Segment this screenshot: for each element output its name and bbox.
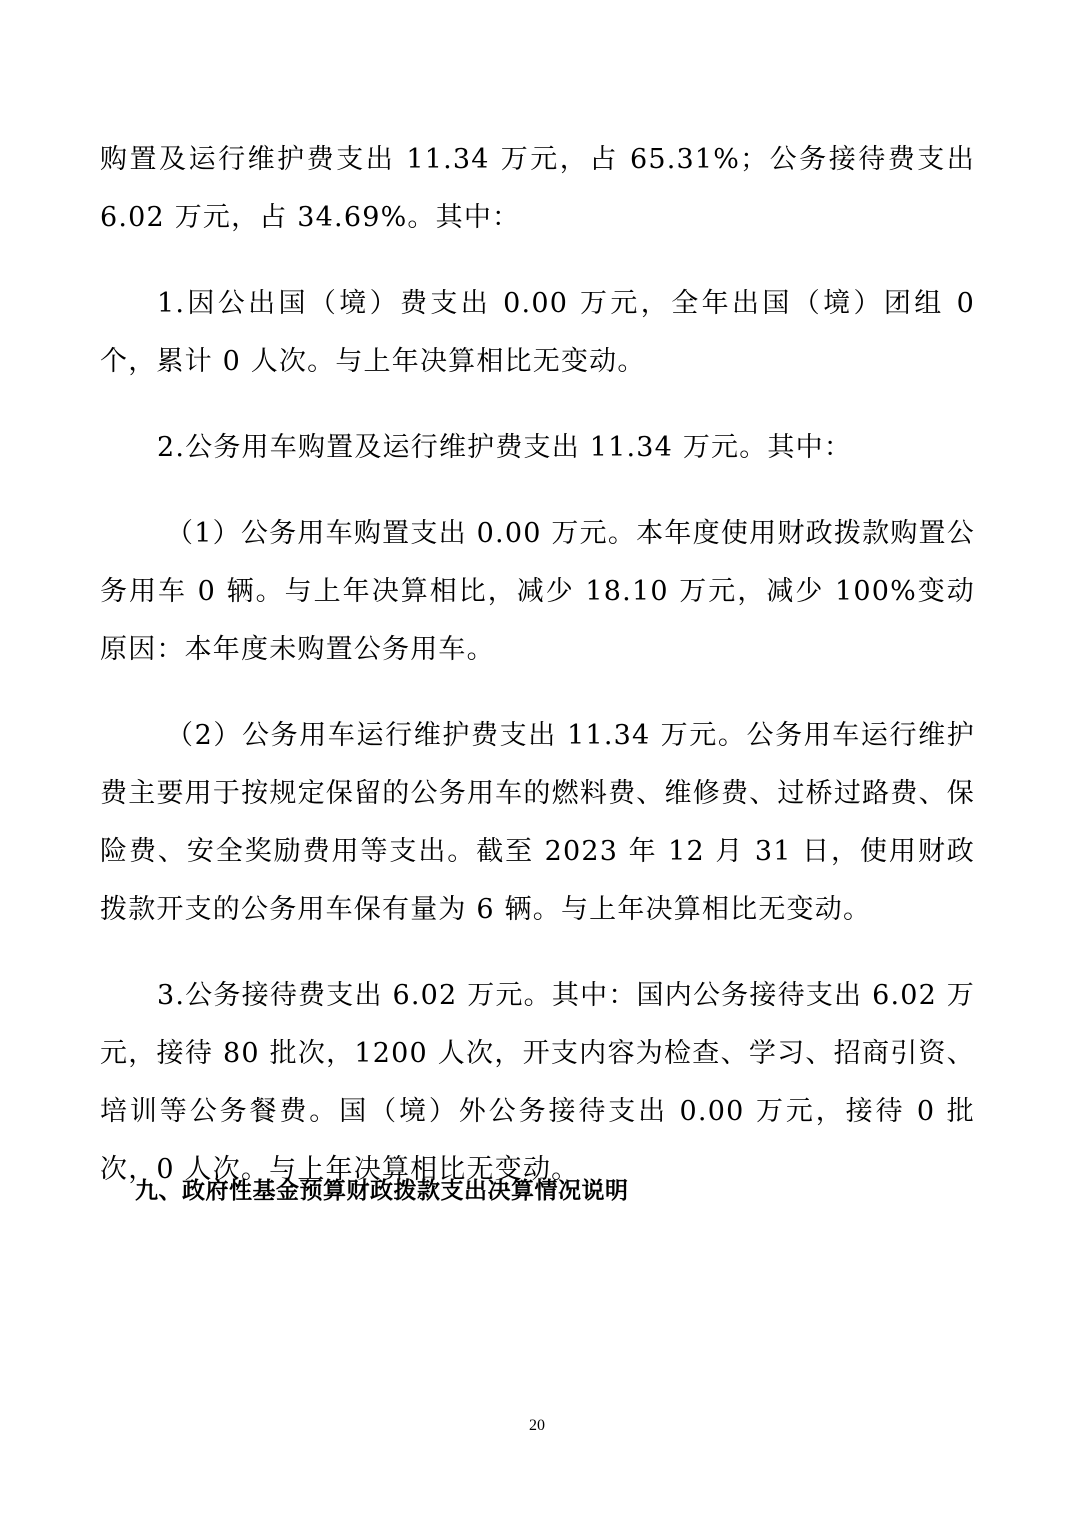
section-heading: 九、政府性基金预算财政拨款支出决算情况说明 — [135, 1178, 629, 1204]
paragraph-overseas-travel: 1.因公出国（境）费支出 0.00 万元，全年出国（境）团组 0 个，累计 0 人次。与上年决算相比无变动。 — [100, 288, 975, 377]
paragraph-reception-costs: 3.公务接待费支出 6.02 万元。其中：国内公务接待支出 6.02 万元，接待 80 批次，1200 人次，开支内容为检查、学习、招商引资、培训等公务餐费。国（境）外公务接待支出 0.00 万元，接待 0 批次，0 人次。与上年决算相比无变动。 — [100, 980, 975, 1185]
page-number: 20 — [529, 1417, 545, 1434]
paragraph-vehicle-purchase: （1）公务用车购置支出 0.00 万元。本年度使用财政拨款购置公务用车 0 辆。与上年决算相比，减少 18.10 万元，减少 100%变动原因：本年度未购置公务用车。 — [100, 518, 975, 665]
paragraph-vehicle-reception-summary: 购置及运行维护费支出 11.34 万元，占 65.31%；公务接待费支出 6.02 万元，占 34.69%。其中： — [100, 144, 975, 233]
paragraph-vehicle-maintenance: （2）公务用车运行维护费支出 11.34 万元。公务用车运行维护费主要用于按规定保留的公务用车的燃料费、维修费、过桥过路费、保险费、安全奖励费用等支出。截至 2023 年 12 月 31 日，使用财政拨款开支的公务用车保有量为 6 辆。与上年决算相比无变动。 — [100, 720, 975, 925]
body-text — [100, 131, 975, 1227]
paragraph-vehicle-costs: 2.公务用车购置及运行维护费支出 11.34 万元。其中： — [157, 432, 853, 463]
